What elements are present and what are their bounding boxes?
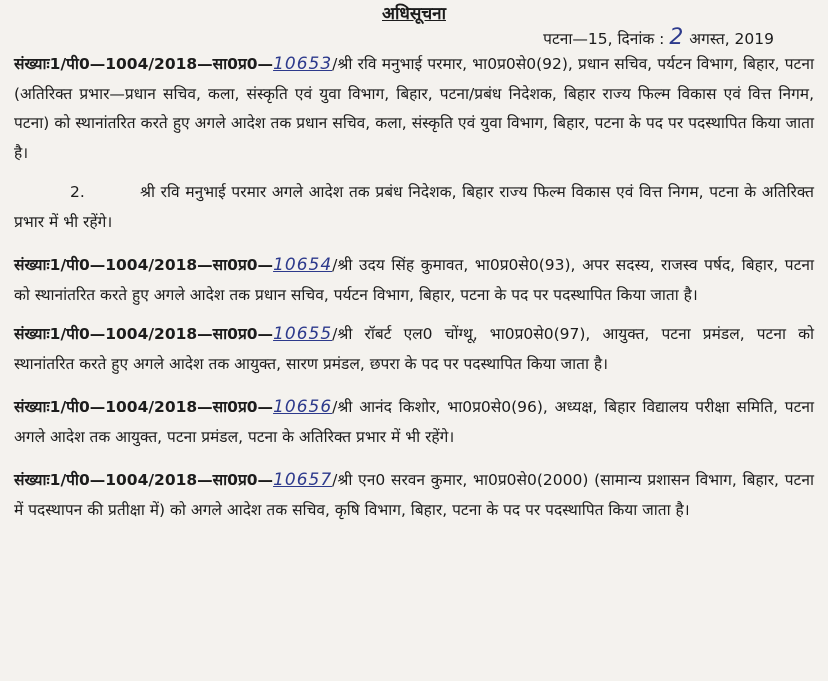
order-ref: संख्याः1/पी0—1004/2018—सा0प्र0— [14,55,274,73]
order-number-handwritten: 10657 [273,470,333,490]
order-number-handwritten: 10655 [273,324,333,344]
order-ref: संख्याः1/पी0—1004/2018—सा0प्र0— [14,325,274,343]
dateline-day-handwritten: 2 [669,25,685,50]
order-number-handwritten: 10654 [273,255,333,275]
order-entry-4 [14,393,814,452]
order-entry-2 [14,251,814,310]
order-number-handwritten: 10653 [273,54,333,74]
order-ref: संख्याः1/पी0—1004/2018—सा0प्र0— [14,256,274,274]
order-text: /श्री रवि मनुभाई परमार, भा0प्र0से0(92), प्रधान सचिव, पर्यटन विभाग, बिहार, पटना (अतिरिक्त प्रभार—प्रधान सचिव, कला, संस्कृति एवं युवा विभाग, बिहार, पटना/प्रबंध निदेशक, बिहार राज्य फिल्म विकास एवं वित्त निगम, पटना) को स्थानांतरित करते हुए अगले आदेश तक प्रधान सचिव, कला, संस्कृति एवं युवा विभाग, बिहार, पटना के पद पर पदस्थापित किया जाता है। [14,55,814,162]
order-entry-1 [14,50,814,168]
dateline [14,26,814,50]
order-entry-5 [14,466,814,525]
order-text: /श्री उदय सिंह कुमावत, भा0प्र0से0(93), अपर सदस्य, राजस्व पर्षद, बिहार, पटना को स्थानांतरित करते हुए अगले आदेश तक प्रधान सचिव, पर्यटन विभाग, बिहार, पटना के पद पर पदस्थापित किया जाता है। [14,256,814,304]
dateline-prefix: पटना—15, दिनांक : [543,30,665,48]
paragraph-number: 2. [70,183,85,201]
order-entry-3 [14,320,814,379]
dateline-suffix: अगस्त, 2019 [689,30,774,48]
order-number-handwritten: 10656 [273,397,333,417]
paragraph-2 [14,178,814,237]
order-text: /श्री आनंद किशोर, भा0प्र0से0(96), अध्यक्ष, बिहार विद्यालय परीक्षा समिति, पटना अगले आदेश तक आयुक्त, पटना प्रमंडल, पटना के अतिरिक्त प्रभार में भी रहेंगे। [14,398,814,446]
page-title: अधिसूचना [382,4,446,24]
order-ref: संख्याः1/पी0—1004/2018—सा0प्र0— [14,471,274,489]
order-text: /श्री रॉबर्ट एल0 चोंग्थू, भा0प्र0से0(97), आयुक्त, पटना प्रमंडल, पटना को स्थानांतरित करते हुए अगले आदेश तक आयुक्त, सारण प्रमंडल, छपरा के पद पर पदस्थापित किया जाता है। [14,325,814,373]
paragraph-text: श्री रवि मनुभाई परमार अगले आदेश तक प्रबंध निदेशक, बिहार राज्य फिल्म विकास एवं वित्त निगम, पटना के अतिरिक्त प्रभार में भी रहेंगे। [14,183,814,231]
order-text: /श्री एन0 सरवन कुमार, भा0प्र0से0(2000) (सामान्य प्रशासन विभाग, बिहार, पटना में पदस्थापन की प्रतीक्षा में) को अगले आदेश तक सचिव, कृषि विभाग, बिहार, पटना के पद पर पदस्थापित किया जाता है। [14,471,814,519]
order-ref: संख्याः1/पी0—1004/2018—सा0प्र0— [14,398,274,416]
